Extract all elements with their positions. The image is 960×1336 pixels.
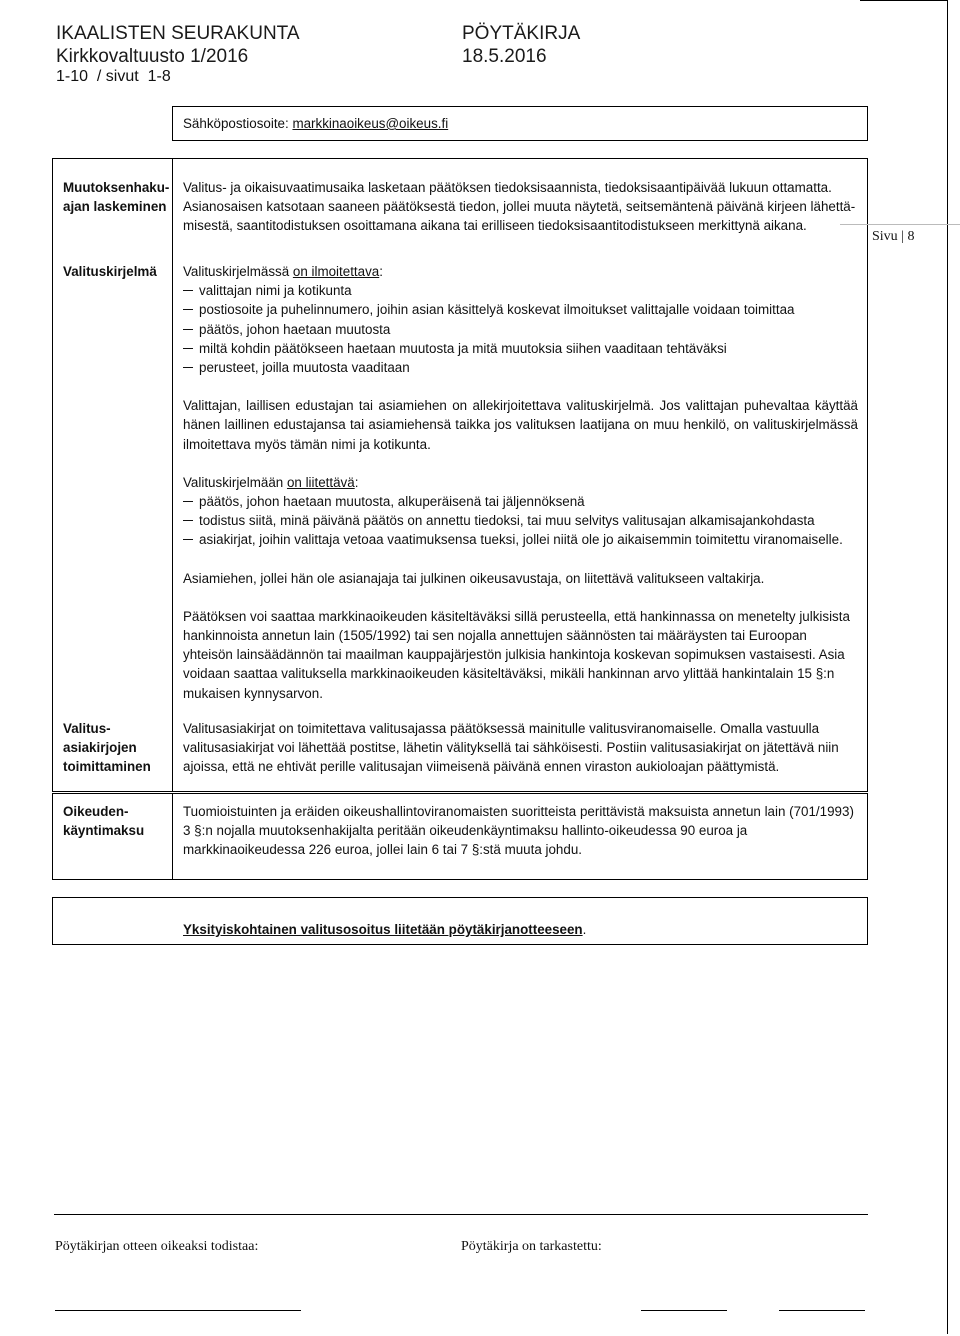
delivery-text: Valitusasiakirjat on toimitettava valitusajassa päätöksessä mainitulle valitusviranomaiselle. Omalla vastuulla valitusasiakirjat voi lähettää postitse, lähetin välityksellä tai sähköisesti. Postiin valitusasiakirjat on jätettävä niin ajoissa, että ne ehtivät perille valitusajan viimeisenä päivänä ennen viraston aukioloajan päättymistä. — [183, 721, 839, 775]
list-item: todistus siitä, minä päivänä päätös on annettu tiedoksi, tai muu selvitys valitusajan alkamisajankohdasta — [183, 511, 861, 530]
proxy-paragraph: Asiamiehen, jollei hän ole asianajaja tai julkinen oikeusavustaja, on liitettävä valitukseen valtakirja. — [183, 570, 765, 586]
fee-left-rule — [52, 793, 53, 880]
appeal-text — [183, 262, 861, 703]
page-marker: Sivu | 8 — [872, 229, 915, 244]
email-link[interactable]: markkinaoikeus@oikeus.fi — [292, 116, 449, 131]
priority-paragraph: Päätöksen voi saattaa markkinaoikeuden käsiteltäväksi sillä perusteella, että hankinnassa on menetelty julkisista hankinnoista annetun lain (1505/1992) tai sen nojalla annettujen säännösten tai määräysten tai Euroopan yhteisön lainsäädännön tai maailman kauppajärjestön julkisia hankintoja koskevan sopimuksen vastaisesti. Asia voidaan saattaa valituksella markkinaoikeuden käsiteltäväksi, mikäli hankinnan arvo ylittää hankintalain 15 §:n mukaisen kynnysarvon. — [183, 608, 850, 701]
notice-left-rule — [52, 897, 53, 945]
appeal-label: Valituskirjelmä — [63, 264, 157, 279]
organization-name: IKAALISTEN SEURAKUNTA — [56, 23, 300, 44]
list-item: päätös, johon haetaan muutosta, alkuperäisenä tai jäljennöksenä — [183, 492, 861, 511]
fee-text: Tuomioistuinten ja eräiden oikeushallintoviranomaisten suoritteista perittävistä maksuista annetun lain (701/1993) 3 §:n nojalla muutoksenhakijalta peritään oikeudenkäyntimaksu hallinto-oikeudessa 90 euroa ja markkinaoikeudessa 226 euroa, jollei lain 6 tai 7 §:stä muuta johdu. — [183, 804, 854, 858]
document-type: PÖYTÄKIRJA — [462, 23, 581, 44]
list-item: asiakirjat, joihin valittaja vetoaa vaatimuksensa tueksi, jollei niitä ole jo aikaisemmin toimitettu viranomaiselle. — [183, 530, 861, 549]
certify-label: Pöytäkirjan otteen oikeaksi todistaa: — [55, 1239, 259, 1254]
notice-top-rule — [52, 897, 868, 898]
table-top-rule — [52, 158, 868, 159]
checker-signature-line-2 — [779, 1310, 865, 1311]
attach-list — [183, 492, 861, 550]
email-label: Sähköpostiosoite: — [183, 116, 293, 131]
delivery-label: Valitus- asiakirjojen toimittaminen — [63, 721, 151, 775]
list-item: postiosoite ja puhelinnumero, joihin asian käsittelyä koskevat ilmoitukset valittajalle voidaan toimittaa — [183, 300, 861, 319]
footer-top-rule — [54, 1214, 868, 1215]
signature-paragraph: Valittajan, laillisen edustajan tai asiamiehen on allekirjoitettava valituskirjelmä. Jos valittajan puhevaltaa käyttää hänen laillinen edustajansa tai asiamiehensä taikka jos valituksen laatijana on muu henkilö, on valituskirjelmässä ilmoitettava myös tämän nimi ja kotikunta. — [183, 398, 858, 452]
fee-bottom-rule — [52, 879, 868, 880]
table-right-rule — [867, 158, 868, 792]
contain-list — [183, 281, 861, 377]
notice-right-rule — [867, 897, 868, 945]
checked-label: Pöytäkirja on tarkastettu: — [461, 1239, 602, 1254]
meeting-name: Kirkkovaltuusto 1/2016 — [56, 46, 249, 67]
fee-top-rule — [52, 793, 868, 794]
list-item: päätös, johon haetaan muutosta — [183, 320, 861, 339]
list-item: miltä kohdin päätökseen haetaan muutosta ja mitä muutoksia siihen vaaditaan tehtäväksi — [183, 339, 861, 358]
contain-heading: Valituskirjelmässä on ilmoitettava: — [183, 264, 383, 279]
notice-text: Yksityiskohtainen valitusosoitus liitetään pöytäkirjanotteeseen. — [183, 922, 587, 937]
email-bottom-rule — [172, 140, 868, 141]
checker-signature-line-1 — [641, 1310, 727, 1311]
email-top-rule — [172, 106, 868, 107]
list-item: valittajan nimi ja kotikunta — [183, 281, 861, 300]
deadline-label: Muutoksenhaku- ajan laskeminen — [63, 180, 170, 215]
table-bottom-rule — [52, 791, 868, 792]
email-left-rule — [172, 106, 173, 141]
page-frame-top — [860, 0, 948, 1]
email-line — [183, 114, 448, 133]
table-left-rule — [52, 158, 53, 792]
list-item: perusteet, joilla muutosta vaaditaan — [183, 358, 861, 377]
deadline-text: Valitus- ja oikaisuvaatimusaika lasketaan päätöksen tiedoksisaannista, tiedoksisaantipäivää lukuun ottamatta. Asianosaisen katsotaan saaneen päätöksestä tiedon, jollei muuta näytetä, seitsemäntenä päivänä kirjeen lähettä- misestä, saantitodistuksen osoittamana aikana tai erilliseen tiedoksisaantitodistukseen merkittynä aikana. — [183, 180, 856, 234]
page-frame-right — [947, 0, 948, 1334]
fee-column-rule — [172, 793, 173, 880]
notice-bottom-rule — [52, 944, 868, 945]
fee-label: Oikeuden- käyntimaksu — [63, 804, 145, 839]
fee-right-rule — [867, 793, 868, 880]
email-right-rule — [867, 106, 868, 141]
page-range: 1-10 / sivut 1-8 — [56, 68, 171, 85]
meeting-date: 18.5.2016 — [462, 46, 547, 67]
certify-signature-line — [55, 1310, 301, 1311]
attach-heading: Valituskirjelmään on liitettävä: — [183, 474, 359, 490]
table-column-rule — [172, 158, 173, 792]
